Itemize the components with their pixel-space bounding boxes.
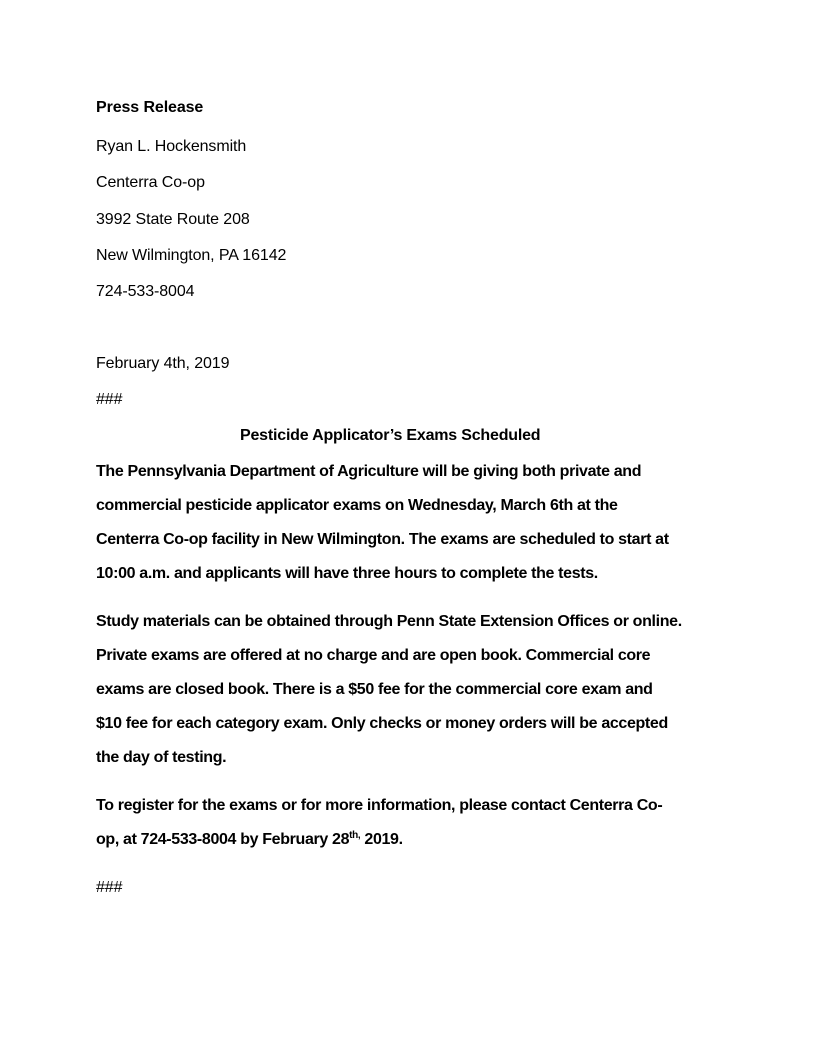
paragraph-line: exams are closed book. There is a $50 fee for the commercial core exam and bbox=[96, 681, 653, 698]
contact-city-state-zip: New Wilmington, PA 16142 bbox=[96, 247, 287, 264]
paragraph-registration bbox=[96, 796, 721, 864]
deadline-year: 2019. bbox=[360, 831, 403, 848]
paragraph-line-deadline bbox=[96, 830, 721, 864]
paragraph-line: $10 fee for each category exam. Only checks or money orders will be accepted bbox=[96, 715, 668, 732]
contact-phone: 724-533-8004 bbox=[96, 283, 195, 300]
ordinal-superscript: th, bbox=[349, 830, 361, 841]
paragraph-line: the day of testing. bbox=[96, 749, 227, 766]
paragraph-line: Private exams are offered at no charge and are open book. Commercial core bbox=[96, 647, 651, 664]
paragraph-line: Centerra Co-op facility in New Wilmington. The exams are scheduled to start at bbox=[96, 531, 669, 548]
contact-street: 3992 State Route 208 bbox=[96, 211, 250, 228]
paragraph-study-materials bbox=[96, 612, 721, 782]
separator-bottom: ### bbox=[96, 879, 123, 896]
paragraph-line: The Pennsylvania Department of Agriculture will be giving both private and bbox=[96, 463, 642, 480]
press-release-title: Pesticide Applicator’s Exams Scheduled bbox=[240, 427, 541, 444]
separator-top: ### bbox=[96, 391, 123, 408]
contact-organization: Centerra Co-op bbox=[96, 174, 205, 191]
press-release-heading: Press Release bbox=[96, 99, 204, 116]
paragraph-line: To register for the exams or for more information, please contact Centerra Co- bbox=[96, 797, 663, 814]
paragraph-line: 10:00 a.m. and applicants will have three hours to complete the tests. bbox=[96, 565, 598, 582]
paragraph-line: Study materials can be obtained through Penn State Extension Offices or online. bbox=[96, 613, 682, 630]
paragraph-line: commercial pesticide applicator exams on Wednesday, March 6th at the bbox=[96, 497, 618, 514]
paragraph-exam-details bbox=[96, 462, 721, 598]
release-date: February 4th, 2019 bbox=[96, 355, 230, 372]
deadline-text: op, at 724-533-8004 by February 28 bbox=[96, 831, 350, 848]
contact-name: Ryan L. Hockensmith bbox=[96, 138, 247, 155]
